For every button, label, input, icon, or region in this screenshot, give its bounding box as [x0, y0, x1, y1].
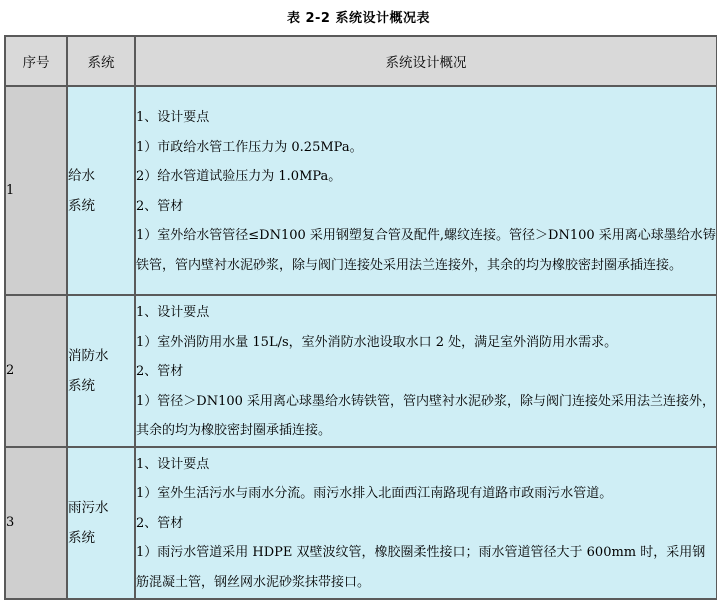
system-overview-table	[4, 35, 717, 600]
table-caption: 表 2-2 系统设计概况表	[286, 11, 431, 26]
description-line: 1、设计要点	[136, 305, 210, 320]
description-line: 1）室外给水管管径≤DN100 采用钢塑复合管及配件,螺纹连接。管径＞DN100 采用离心球墨给水铸铁管，管内壁衬水泥砂浆，除与阀门连接处采用法兰连接外，其余的均为橡胶密封圈承插连接。	[136, 228, 716, 273]
system-name-line: 消防水	[68, 347, 109, 364]
description-line: 2）给水管道试验压力为 1.0MPa。	[136, 169, 342, 184]
row-system-name	[67, 295, 135, 447]
row-system-name	[67, 86, 135, 295]
table-row	[5, 86, 717, 295]
row-description	[135, 447, 717, 599]
row-system-name	[67, 447, 135, 599]
description-line: 2、管材	[136, 515, 184, 531]
system-name-line: 系统	[68, 529, 95, 546]
header-overview: 系统设计概况	[135, 36, 717, 86]
system-name-line: 给水	[68, 167, 95, 184]
header-index: 序号	[5, 36, 67, 86]
row-description	[135, 295, 717, 447]
description-line: 1、设计要点	[136, 456, 210, 472]
description-line: 1）室外消防用水量 15L/s，室外消防水池设取水口 2 处，满足室外消防用水需求。	[136, 334, 618, 350]
table-header-row	[5, 36, 717, 86]
row-index: 3	[5, 447, 67, 599]
description-line: 1）管径＞DN100 采用离心球墨给水铸铁管，管内壁衬水泥砂浆，除与阀门连接处采用法兰连接外，其余的均为橡胶密封圈承插连接。	[136, 393, 716, 438]
table-row	[5, 447, 717, 599]
description-line: 1）雨污水管道采用 HDPE 双壁波纹管，橡胶圈柔性接口；雨水管道管径大于 600mm 时，采用钢筋混凝土管，钢丝网水泥砂浆抹带接口。	[136, 545, 706, 590]
row-index: 1	[5, 86, 67, 295]
header-system: 系统	[67, 36, 135, 86]
description-line: 1）市政给水管工作压力为 0.25MPa。	[136, 139, 363, 155]
table-row	[5, 295, 717, 447]
system-name-line: 雨污水	[68, 499, 109, 516]
description-line: 2、管材	[136, 198, 184, 214]
description-line: 1、设计要点	[136, 110, 210, 125]
row-description	[135, 86, 717, 295]
description-line: 2、管材	[136, 364, 184, 379]
system-name-line: 系统	[68, 377, 95, 394]
row-index: 2	[5, 295, 67, 447]
system-name-line: 系统	[68, 197, 95, 214]
description-line: 1）室外生活污水与雨水分流。雨污水排入北面西江南路现有道路市政雨污水管道。	[136, 486, 613, 502]
